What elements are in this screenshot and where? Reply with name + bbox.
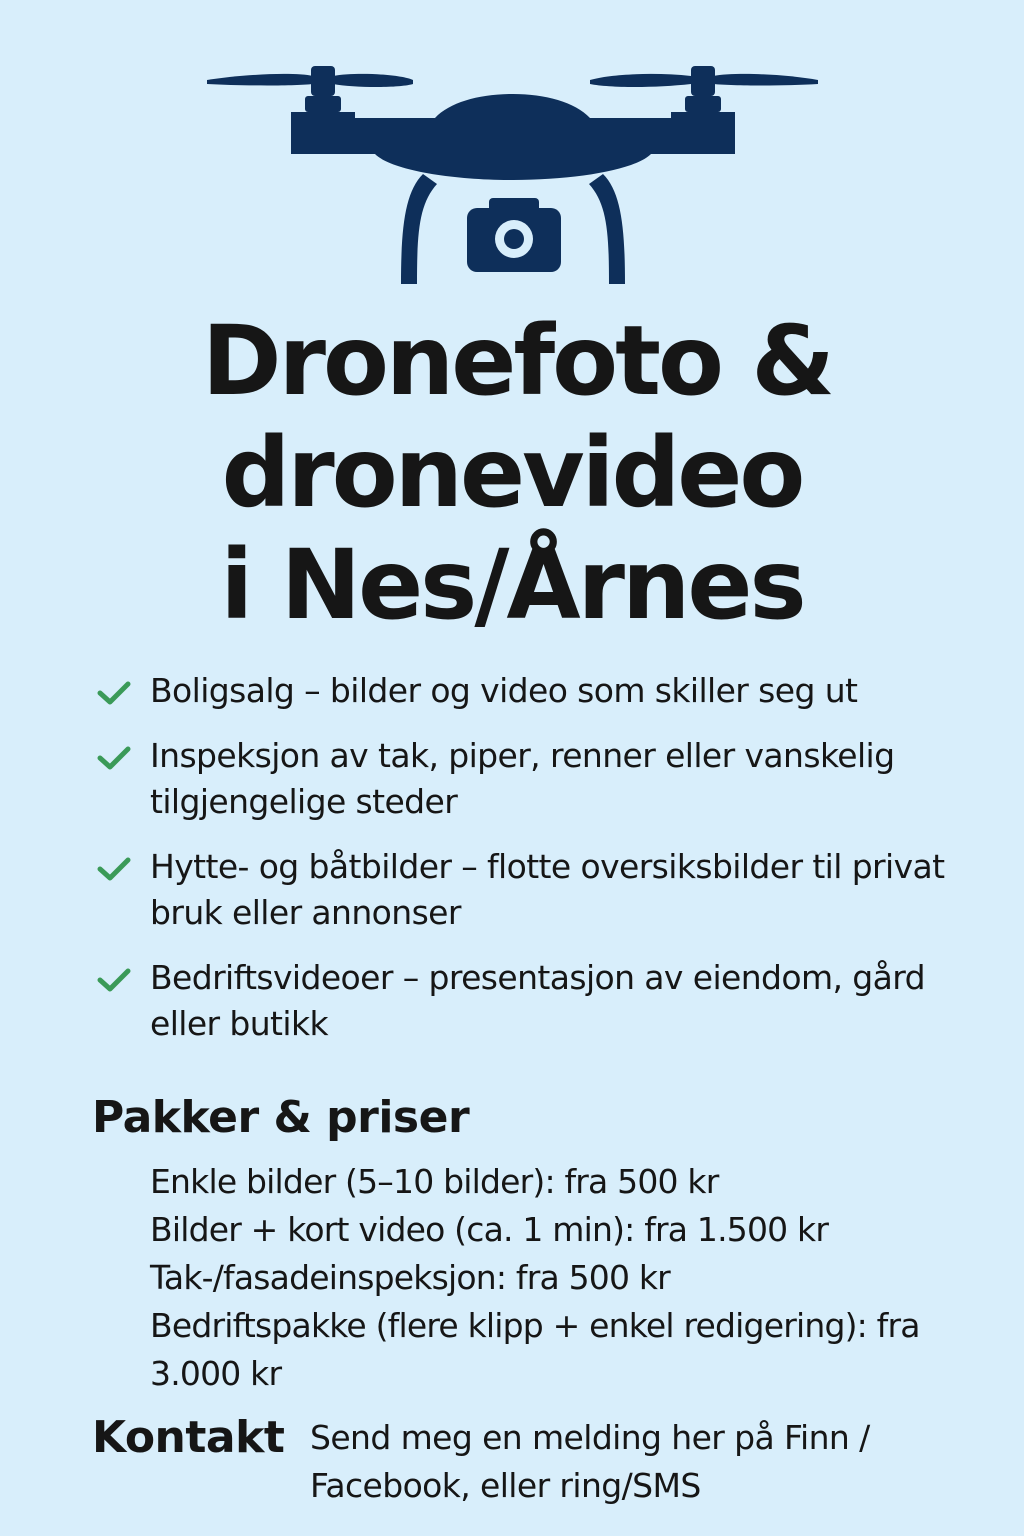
service-item [95,955,995,1047]
prices-heading: Pakker & priser [92,1092,470,1143]
price-item: Bilder + kort video (ca. 1 min): fra 1.500 kr [150,1210,829,1249]
page-title [0,305,1024,641]
service-item-text: Inspeksjon av tak, piper, renner eller vanskelig tilgjengelige steder [150,736,895,821]
checkmark-icon [97,745,131,771]
title-line-1: Dronefoto & [201,305,833,417]
service-item-text: Bedriftsvideoer – presentasjon av eiendom, gård eller butikk [150,958,925,1043]
checkmark-icon [97,967,131,993]
price-item: Bedriftspakke (flere klipp + enkel redigering): fra 3.000 kr [150,1306,920,1393]
service-item [95,733,995,825]
checkmark-icon [97,680,131,706]
price-item: Tak-/fasadeinspeksjon: fra 500 kr [150,1258,670,1297]
service-item [95,668,995,714]
checkmark-icon [97,856,131,882]
title-line-2: dronevideo [221,417,803,529]
title-line-3: i Nes/Årnes [220,529,804,641]
contact-text: Send meg en melding her på Finn / Facebook, eller ring/SMS [310,1418,870,1505]
service-item-text: Hytte- og båtbilder – flotte oversiksbilder til privat bruk eller annonser [150,847,945,932]
price-list [150,1158,980,1398]
drone-camera-icon [205,62,820,286]
service-item-text: Boligsalg – bilder og video som skiller seg ut [150,671,858,710]
service-list [95,668,995,1066]
service-item [95,844,995,936]
price-item: Enkle bilder (5–10 bilder): fra 500 kr [150,1162,719,1201]
contact-heading: Kontakt [92,1412,285,1463]
